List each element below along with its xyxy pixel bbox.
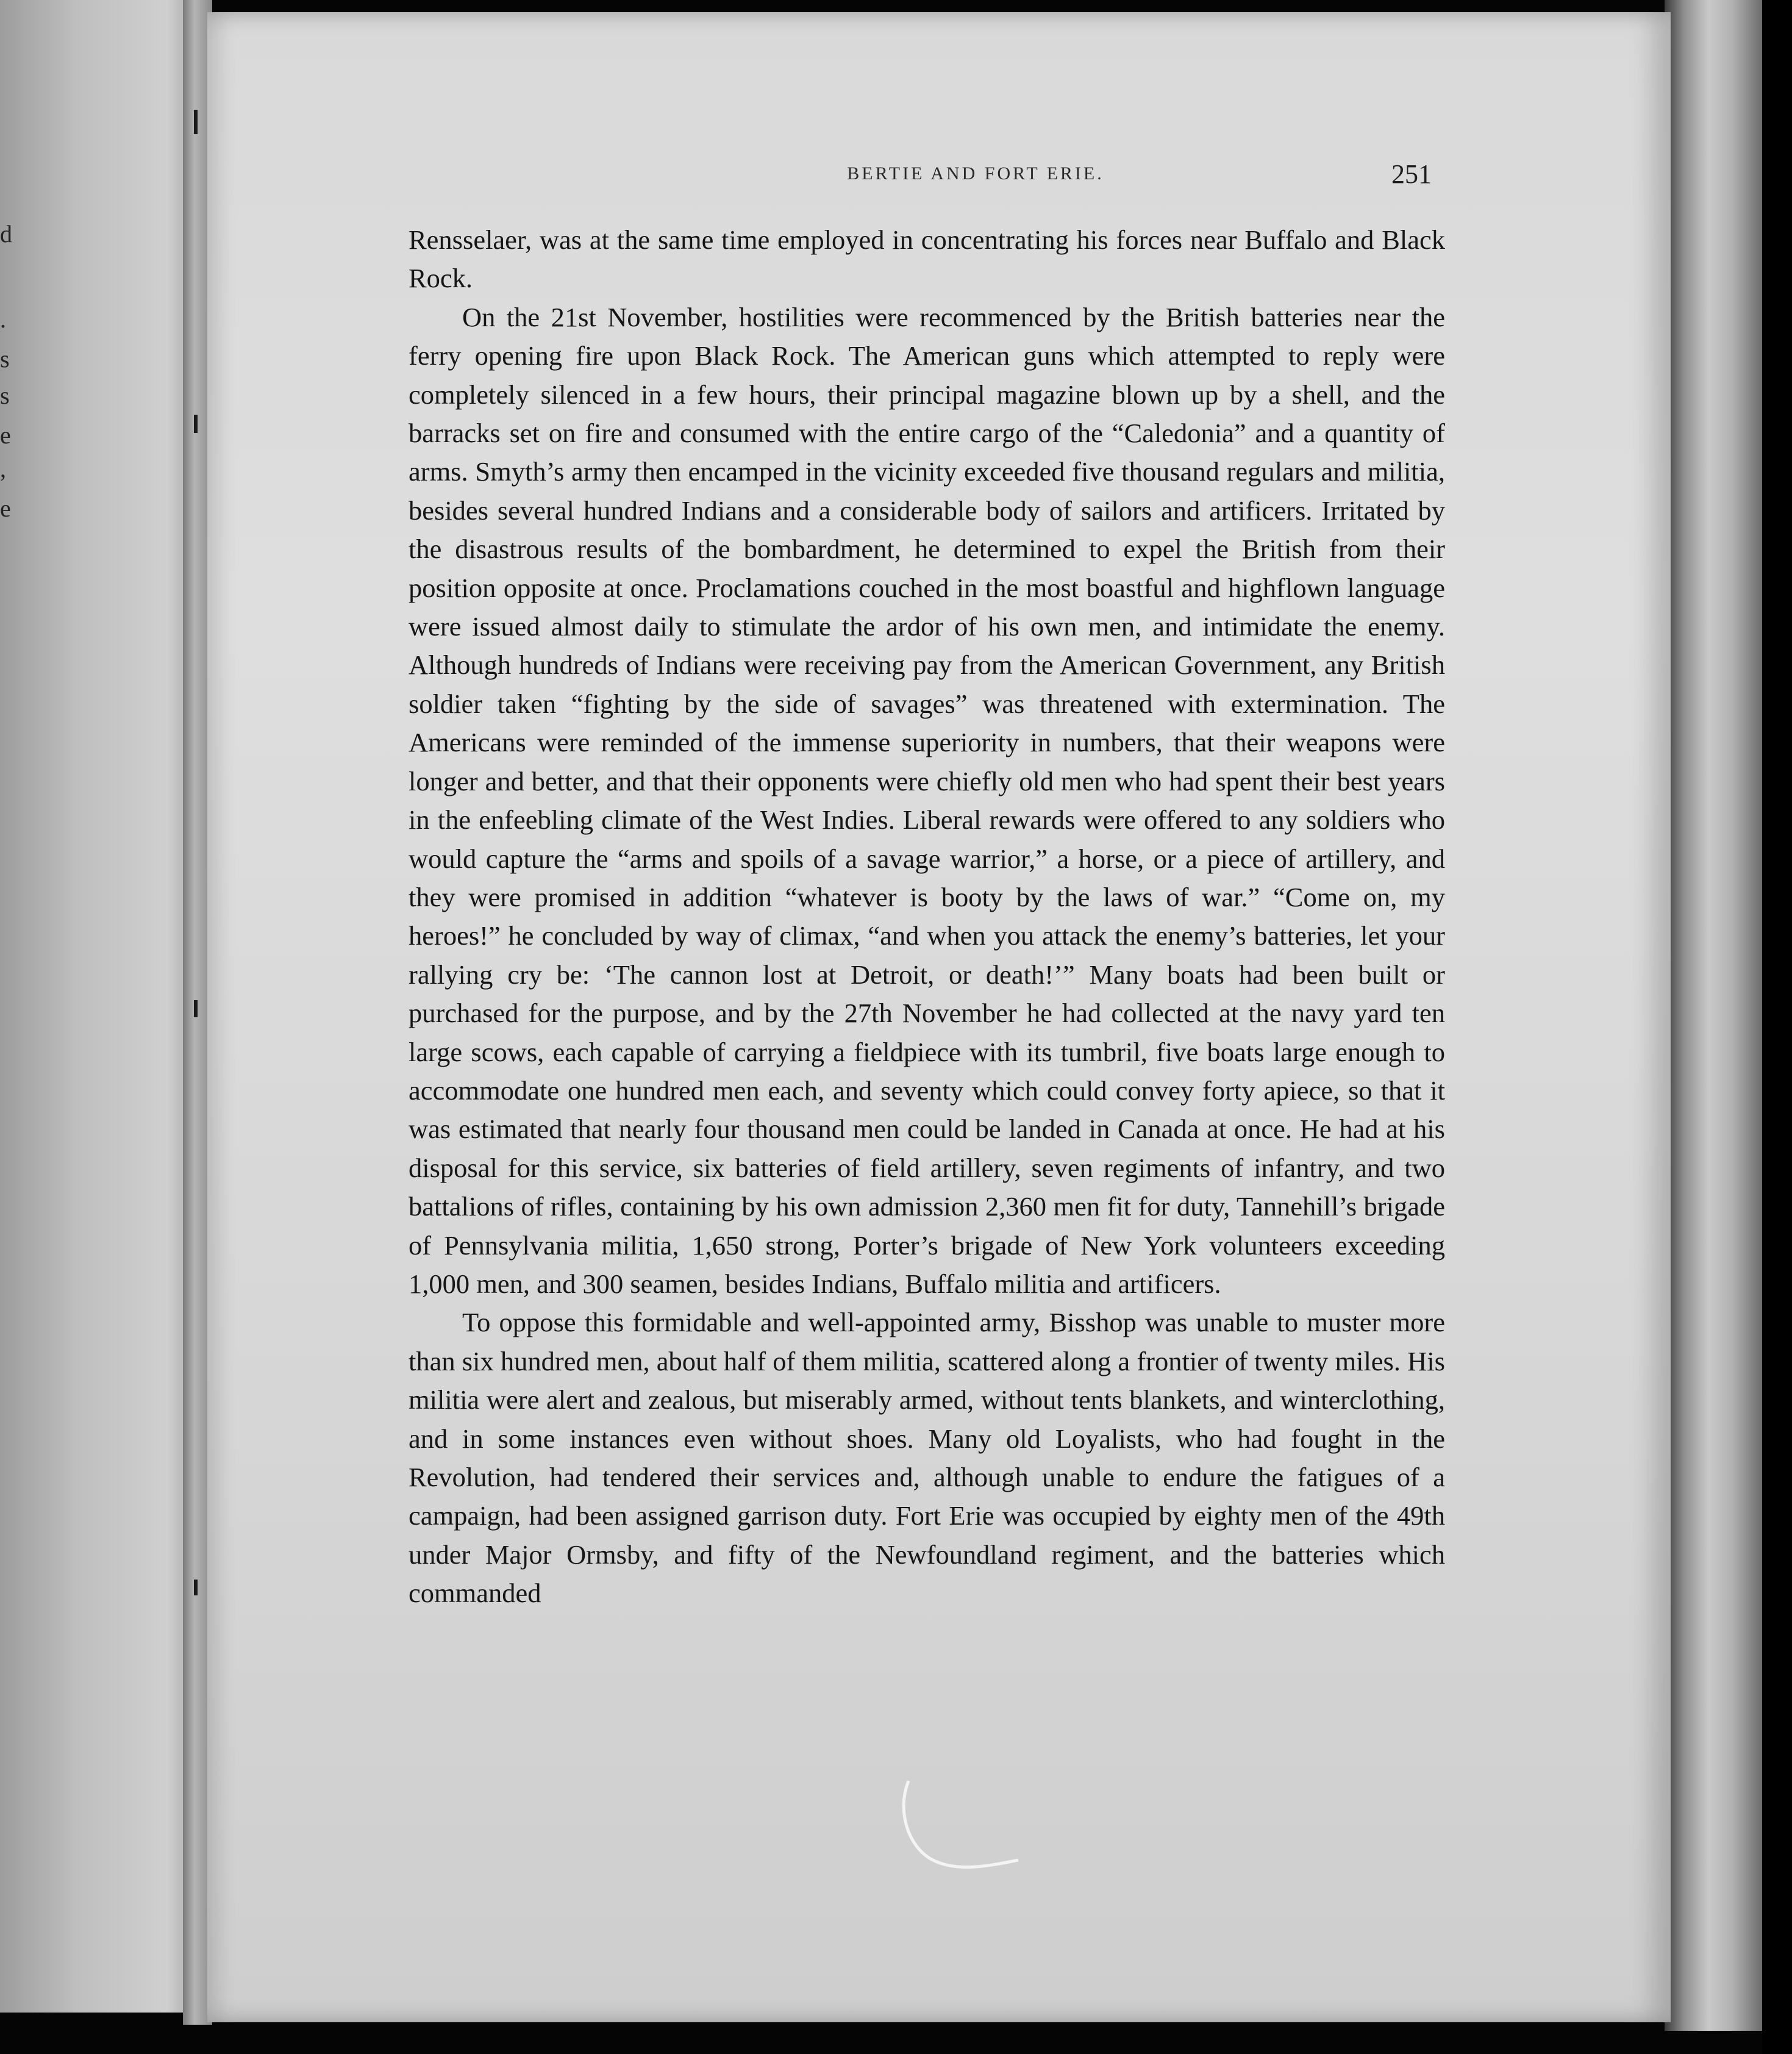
left-fragment: s <box>0 345 10 373</box>
left-fragment: d <box>0 220 12 248</box>
page-number: 251 <box>1391 159 1432 189</box>
paragraph: To oppose this formidable and well-appointed army, Bisshop was unable to muster more than six hundred men, about half of them militia, scattered along a frontier of twenty miles. His militia were alert and zealous, but miserably armed, without tents blankets, and winterclothing, and in some instances even without shoes. Many old Loyalists, who had fought in the Revolution, had tendered their services and, although unable to endure the fatigues of a campaign, had been assigned garrison duty. Fort Erie was occupied by eighty men of the 49th under Major Ormsby, and fifty of the Newfoundland regiment, and the batteries which commanded <box>409 1307 1445 1609</box>
book-cover-edge <box>1762 0 1792 2054</box>
left-fragment: , <box>0 455 6 482</box>
left-fragment: e <box>0 495 11 522</box>
binding-stitch <box>194 1580 198 1595</box>
running-head: BERTIE AND FORT ERIE. <box>847 163 1104 184</box>
left-fragment: . <box>0 306 6 333</box>
paragraph: Rensselaer, was at the same time employed in concentrating his forces near Buffalo and Black Rock. <box>409 224 1445 294</box>
body-text <box>409 221 1445 1613</box>
scan-scratch-mark <box>896 1775 1055 1884</box>
left-fragment: e <box>0 421 11 449</box>
binding-stitch <box>194 415 198 433</box>
left-fragment: s <box>0 382 10 409</box>
binding-stitch <box>194 1000 198 1017</box>
binding-stitch <box>194 110 198 134</box>
paragraph: On the 21st November, hostilities were recommenced by the British batteries near the ferry opening fire upon Black Rock. The American guns which attempted to reply were completely silenced in a few hours, their principal magazine blown up by a shell, and the barracks set on fire and consumed with the entire cargo of the “Caledonia” and a quantity of arms. Smyth’s army then encamped in the vicinity exceeded five thousand regulars and militia, besides several hundred Indians and a considerable body of sailors and artificers. Irritated by the disastrous results of the bombardment, he determined to expel the British from their position opposite at once. Proclamations couched in the most boastful and highflown language were issued almost daily to stimulate the ardor of his own men, and intimidate the enemy. Although hundreds of Indians were receiving pay from the American Government, any British soldier taken “fighting by the side of savages” was threatened with extermination. The Americans were reminded of the immense superiority in numbers, that their weapons were longer and better, and that their opponents were chiefly old men who had spent their best years in the enfeebling climate of the West Indies. Liberal rewards were offered to any soldiers who would capture the “arms and spoils of a savage warrior,” a horse, or a piece of artillery, and they were promised in addition “whatever is booty by the laws of war.” “Come on, my heroes!” he concluded by way of climax, “and when you attack the enemy’s batteries, let your rallying cry be: ‘The cannon lost at Detroit, or death!’” Many boats had been built or purchased for the purpose, and by the 27th November he had collected at the navy yard ten large scows, each capable of carrying a fieldpiece with its tumbril, five boats large enough to accommodate one hundred men each, and seventy which could convey forty apiece, so that it was estimated that nearly four thousand men could be landed in Canada at once. He had at his disposal for this service, six batteries of field artillery, seven regiments of infantry, and two battalions of rifles, containing by his own admission 2,360 men fit for duty, Tannehill’s brigade of Pennsylvania militia, 1,650 strong, Porter’s brigade of New York volunteers exceeding 1,000 men, and 300 seamen, besides Indians, Buffalo militia and artificers. <box>409 301 1445 1299</box>
book-page <box>207 12 1671 2022</box>
left-facing-page <box>0 0 196 2013</box>
page-edges-right <box>1665 0 1762 2031</box>
